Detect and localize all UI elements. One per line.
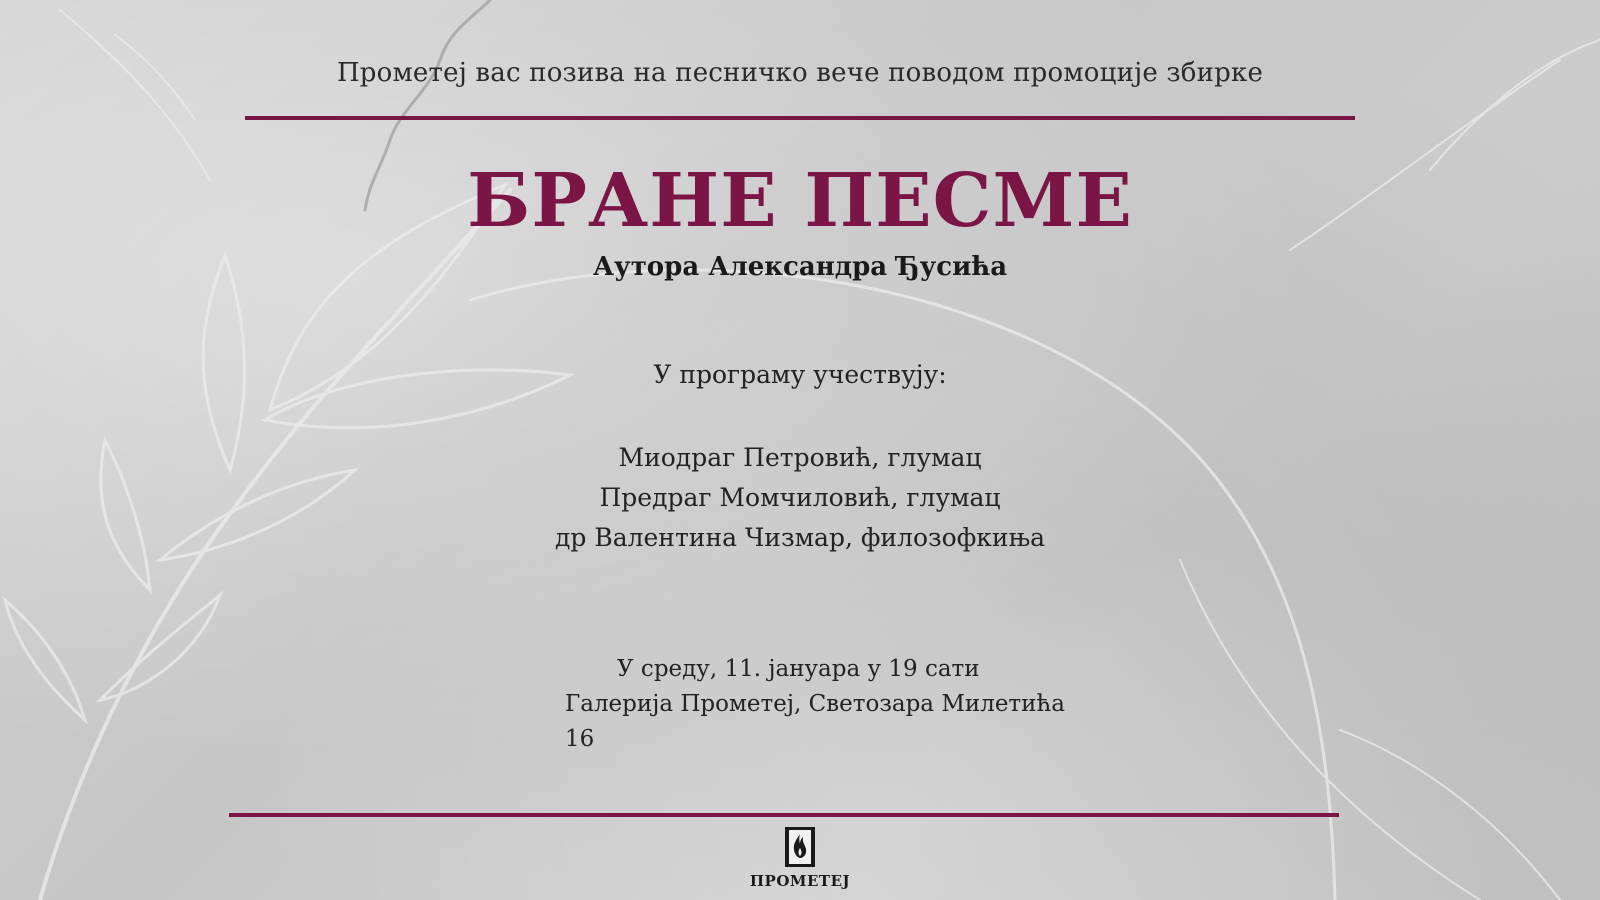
event-venue: Галерија Прометеј, Светозара Милетића 16 (565, 691, 1066, 752)
top-divider (245, 116, 1355, 120)
event-info (565, 652, 1085, 757)
participant-item: Предраг Момчиловић, глумац (599, 483, 1001, 512)
participant-item: Миодраг Петровић, глумац (618, 443, 982, 472)
decor-leaf-7 (5, 600, 85, 720)
book-author: Аутора Александра Ђусића (592, 252, 1008, 282)
invitation-intro: Прометеј вас позива на песничко вече поводом промоције збирке (336, 58, 1264, 88)
event-date: У среду, 11. јануара у 19 сати (617, 656, 980, 682)
participants-list (0, 438, 1600, 558)
publisher-logo (740, 826, 860, 890)
decor-curve-right-bottom (1180, 560, 1480, 900)
book-title: БРАНЕ ПЕСМЕ (467, 158, 1133, 244)
decor-curve-left-top (60, 10, 210, 180)
decor-curve-right-bottom-2 (1340, 730, 1560, 900)
flame-book-icon (784, 826, 816, 868)
bottom-divider (229, 813, 1339, 817)
publisher-name: ПРОМЕТЕЈ (749, 872, 851, 890)
decor-leaf-6 (100, 595, 220, 700)
program-heading: У програму учествују: (653, 360, 947, 389)
participant-item: др Валентина Чизмар, филозофкиња (555, 523, 1045, 552)
